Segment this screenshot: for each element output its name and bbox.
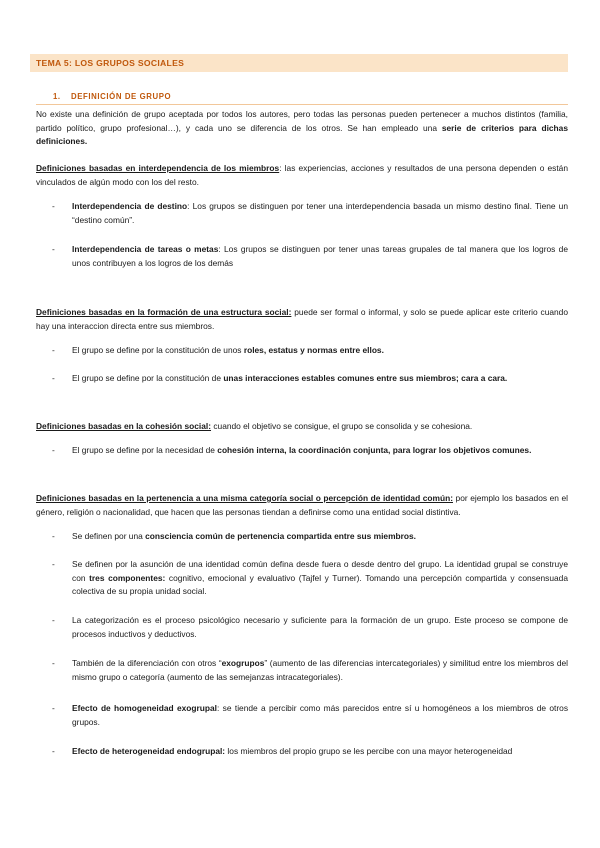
item-bold: Interdependencia de destino: [72, 201, 188, 211]
list-item: [52, 657, 568, 684]
list-item: [52, 200, 568, 227]
topic-title: TEMA 5: LOS GRUPOS SOCIALES: [30, 54, 568, 72]
list-dash: -: [52, 201, 55, 211]
item-text: El grupo se define por la constitución de unos: [72, 345, 244, 355]
definition-heading: Definiciones basadas en la pertenencia a una misma categoría social o percepción de identidad común:: [36, 493, 453, 503]
list-dash: -: [52, 559, 55, 569]
list-dash: -: [52, 658, 55, 668]
item-bold: Efecto de homogeneidad exogrupal: [72, 703, 217, 713]
definition-heading: Definiciones basadas en la formación de una estructura social:: [36, 307, 292, 317]
list-item: [52, 745, 568, 759]
definition-paragraph: [36, 162, 568, 189]
definition-text: por ejemplo los basados en el género, religión o nacionalidad, que hacen que las personas tiendan a definirse como una entidad social distintiva.: [36, 493, 568, 517]
item-text: Se definen por una: [72, 531, 146, 541]
section-number: 1.: [53, 92, 61, 101]
list-dash: -: [52, 703, 55, 713]
item-text: La categorización es el proceso psicológico necesario y suficiente para la formación de un grupo. Este proceso se compone de procesos inductivos y deductivos.: [72, 615, 568, 639]
section-heading: [36, 92, 568, 101]
item-text: El grupo se define por la constitución de: [72, 373, 224, 383]
item-text: cognitivo, emocional y evaluativo (Tajfel y Turner). Tomando una percepción compartida y consensuada colectiva de su propia unidad social.: [72, 572, 568, 596]
definition-paragraph: [36, 306, 568, 333]
item-bold: unas interacciones estables comunes entre sus miembros; cara a cara.: [223, 373, 508, 383]
intro-paragraph: [36, 108, 568, 149]
item-bold: tres componentes:: [89, 572, 166, 583]
item-text: : se tiende a percibir como más parecidos entre sí u homogéneos a los miembros de otros grupos.: [72, 703, 569, 727]
item-text: : Los grupos se distinguen por tener unas tareas grupales de tal manera que los logros de unos contribuyen a los logros de los demás: [72, 244, 568, 268]
definition-paragraph: [36, 420, 568, 434]
list-item: [52, 530, 568, 544]
section-title: DEFINICIÓN DE GRUPO: [71, 92, 172, 101]
list-dash: -: [52, 345, 55, 355]
definition-text: puede ser formal o informal, y solo se puede aplicar este criterio cuando hay una interaccion directa entre sus miembros.: [36, 307, 568, 331]
section-divider: [36, 104, 568, 105]
definition-heading: Definiciones basadas en interdependencia de los miembros: [36, 163, 280, 173]
item-text: : Los grupos se distinguen por tener una interdependencia basada un mismo destino final. Tiene un “destino común”.: [72, 201, 568, 225]
item-bold: Interdependencia de tareas o metas: [72, 244, 219, 254]
list-dash: -: [52, 445, 55, 455]
item-text: Se definen por la asunción de una identidad común defina desde fuera o desde dentro del grupo. La identidad grupal se construye con: [72, 559, 568, 583]
item-bold: roles, estatus y normas entre ellos.: [243, 345, 384, 355]
item-text: El grupo se define por la necesidad de: [72, 445, 218, 455]
definition-text: cuando el objetivo se consigue, el grupo se consolida y se cohesiona.: [211, 421, 473, 431]
item-bold: exogrupos: [221, 658, 265, 668]
list-dash: -: [52, 373, 55, 383]
list-dash: -: [52, 746, 55, 756]
definition-text: : las experiencias, acciones y resultados de una persona dependen o están vinculados de algún modo con los del resto.: [36, 163, 568, 187]
intro-text: No existe una definición de grupo aceptada por todos los autores, pero todas las personas pueden pertenecer a muchos distintos (familia, partido político, grupo profesional…), y cada uno se diferencia de los otros. Se han empleado una: [36, 109, 568, 133]
item-text: También de la diferenciación con otros “: [72, 658, 222, 668]
list-dash: -: [52, 244, 55, 254]
list-dash: -: [52, 531, 55, 541]
list-item: [52, 444, 568, 458]
list-item: [52, 344, 568, 358]
intro-bold: serie de criterios para dichas definiciones.: [36, 122, 568, 146]
list-item: [52, 614, 568, 641]
definition-paragraph: [36, 492, 568, 519]
list-item: [52, 702, 568, 729]
definition-heading: Definiciones basadas en la cohesión social:: [36, 421, 212, 431]
list-item: [52, 243, 568, 270]
list-item: [52, 372, 568, 386]
item-text: ” (aumento de las diferencias intercategoriales) y similitud entre los miembros del mismo grupo o categoría (aumento de las semejanzas intracategoriales).: [72, 658, 568, 682]
item-bold: consciencia común de pertenencia compartida entre sus miembros.: [145, 531, 416, 541]
list-dash: -: [52, 615, 55, 625]
item-bold: Efecto de heterogeneidad endogrupal:: [72, 746, 226, 756]
item-text: los miembros del propio grupo se les percibe con una mayor heterogeneidad: [225, 746, 513, 756]
item-bold: cohesión interna, la coordinación conjunta, para lograr los objetivos comunes.: [217, 445, 532, 455]
list-item: [52, 558, 568, 599]
